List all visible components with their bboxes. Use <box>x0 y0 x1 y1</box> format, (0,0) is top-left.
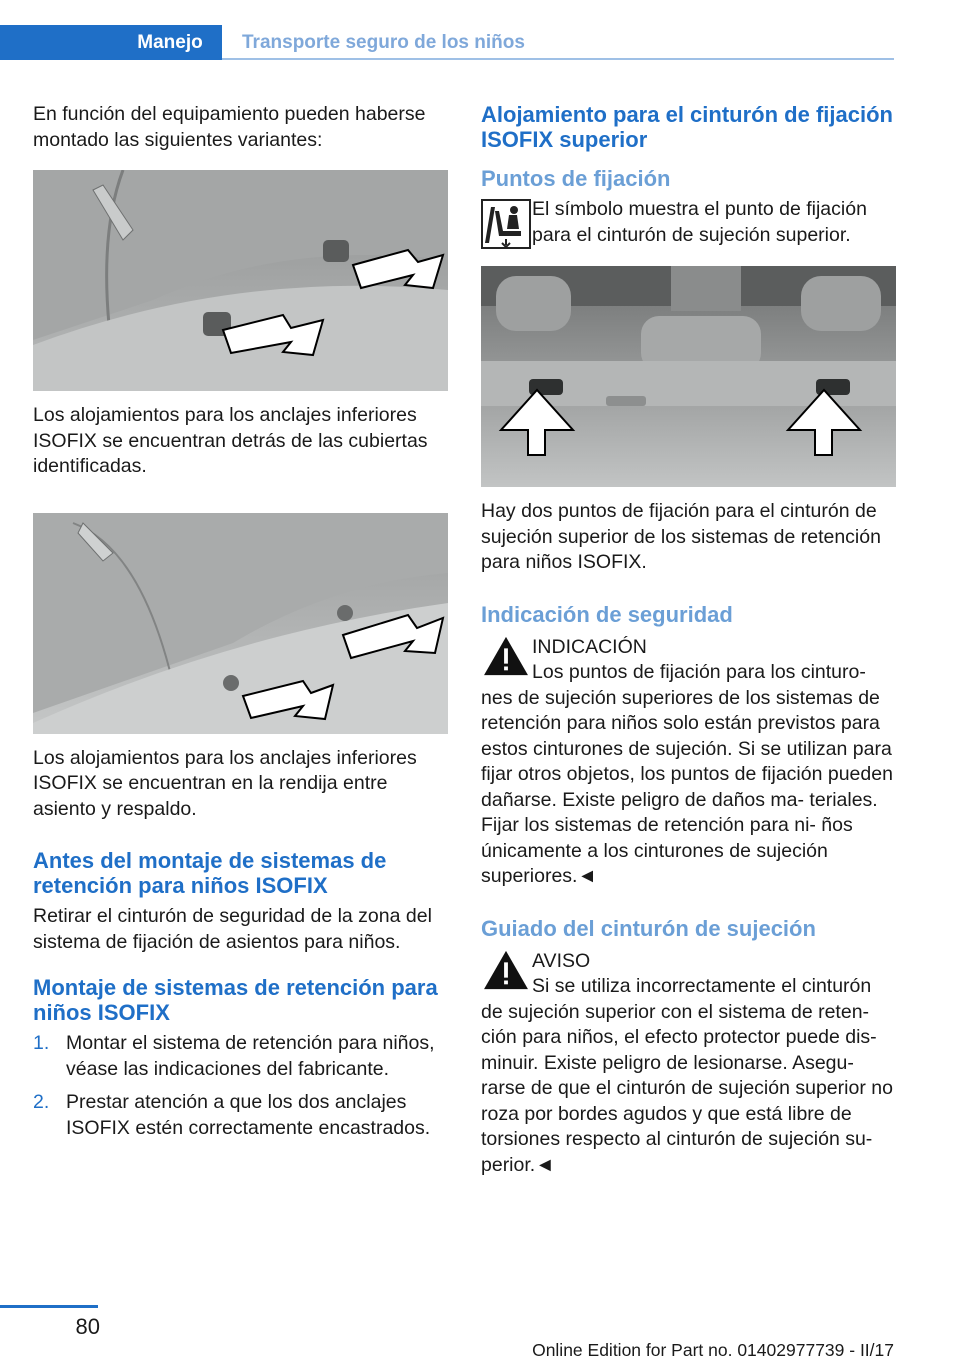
warning-triangle-icon <box>481 949 531 991</box>
page-number: 80 <box>75 1314 100 1339</box>
step-number: 1. <box>33 1032 50 1054</box>
list-item <box>33 1090 448 1141</box>
warning-label-aviso: AVISO <box>532 949 591 972</box>
step-text: Montar el sistema de retención para niños, véase las indicaciones del fabricante. <box>66 1032 435 1080</box>
header-tab-bar <box>0 25 894 60</box>
tab-manejo[interactable]: Manejo <box>118 25 222 60</box>
heading-top-tether: Alojamiento para el cinturón de fijación ISOFIX superior <box>481 102 893 152</box>
subheading-anchor-points: Puntos de fijación <box>481 166 671 191</box>
warning-text-2: Si se utiliza incorrectamente el cinturón de sujeción superior con el sistema de reten- ción para niños, el efecto protector puede dis- minuir. Existe peligro de lesionarse. Asegu- rarse de que el cinturón de sujeción superior no roza por bordes agudos y que está libre de torsiones respecto al cinturón de sujeción su- perior.◄ <box>481 975 893 1176</box>
heading-before-mounting: Antes del montaje de sistemas de retención para niños ISOFIX <box>33 848 387 898</box>
tab-accent-block <box>0 25 118 60</box>
right-column <box>481 102 896 1178</box>
caption-covers: Los alojamientos para los anclajes inferiores ISOFIX se encuentran detrás de las cubiertas identificadas. <box>33 404 428 477</box>
footer-accent-line <box>0 1305 98 1308</box>
warning-notice-1 <box>481 635 896 890</box>
list-item <box>33 1031 448 1082</box>
tab-section-title[interactable]: Transporte seguro de los niños <box>222 25 894 60</box>
warning-label-indicacion: INDICACIÓN <box>532 635 647 658</box>
left-column <box>33 102 448 1141</box>
symbol-row <box>481 197 896 248</box>
isofix-gap-photo <box>33 513 448 734</box>
edition-info: Online Edition for Part no. 01402977739 - II/17 <box>532 1340 894 1360</box>
text-before-mounting: Retirar el cinturón de seguridad de la zona del sistema de fijación de asientos para niños. <box>33 905 432 953</box>
mounting-steps <box>33 1031 448 1141</box>
intro-text: En función del equipamiento pueden haberse montado las siguientes variantes: <box>33 103 426 151</box>
step-text: Prestar atención a que los dos anclajes ISOFIX estén correctamente encastrados. <box>66 1091 431 1139</box>
isofix-covers-photo <box>33 170 448 391</box>
warning-text-1: Los puntos de fijación para los cinturo- nes de sujeción superiores de los sistemas de retención para niños solo están previstos para estos cinturones de sujeción. Si se utilizan para fijar otros objetos, los puntos de fijación pueden dañarse. Existe peligro de daños ma- teriales. Fijar los sistemas de retención para ni- ños únicamente a los cinturones de sujeción superiores.◄ <box>481 661 893 887</box>
warning-triangle-icon <box>481 635 531 677</box>
subheading-strap-routing: Guiado del cinturón de sujeción <box>481 915 816 941</box>
heading-mounting: Montaje de sistemas de retención para niños ISOFIX <box>33 975 438 1025</box>
warning-notice-2 <box>481 949 896 1179</box>
symbol-description: El símbolo muestra el punto de fijación para el cinturón de sujeción superior. <box>532 198 867 246</box>
top-tether-points-photo <box>481 266 896 487</box>
caption-gap: Los alojamientos para los anclajes inferiores ISOFIX se encuentran en la rendija entre asiento y respaldo. <box>33 746 417 820</box>
step-number: 2. <box>33 1091 50 1113</box>
subheading-safety: Indicación de seguridad <box>481 601 733 627</box>
caption-tether-points: Hay dos puntos de fijación para el cinturón de sujeción superior de los sistemas de retención para niños ISOFIX. <box>481 500 881 573</box>
child-seat-anchor-icon <box>481 199 531 249</box>
